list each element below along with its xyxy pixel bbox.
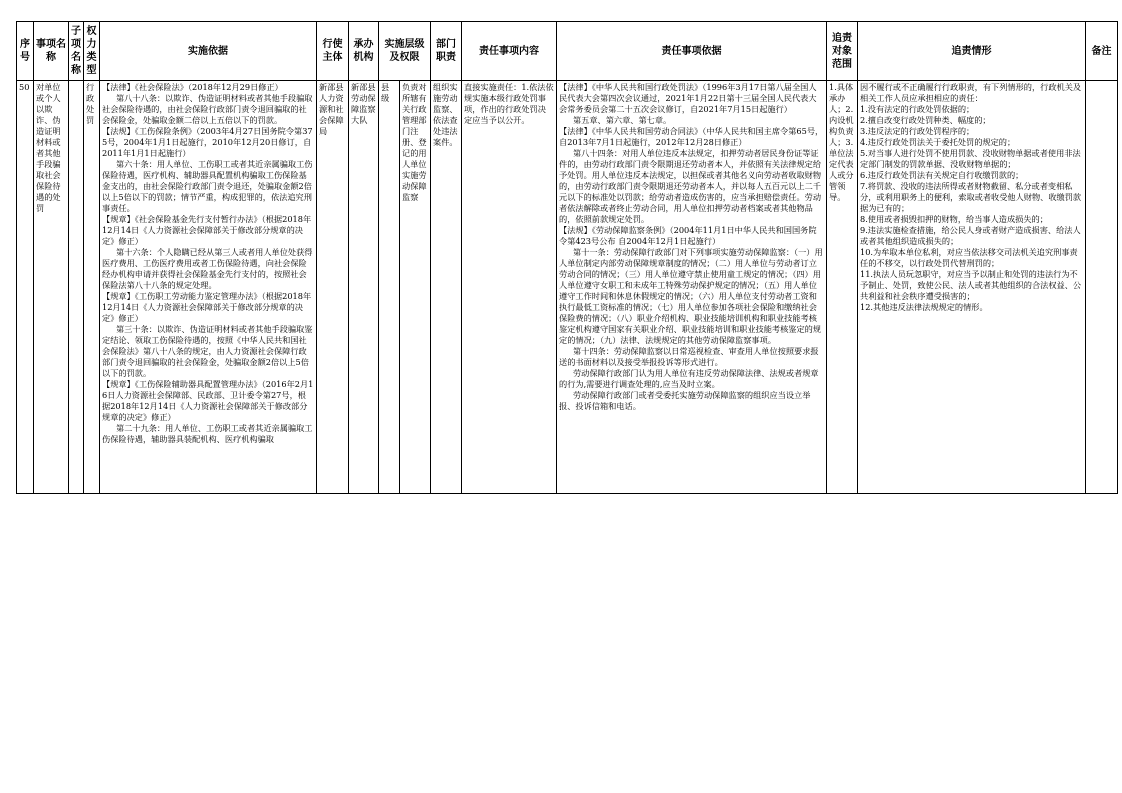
situation-line: 1.没有法定的行政处罚依据的； xyxy=(860,104,975,114)
basis-line: 【规章】《社会保险基金先行支付暂行办法》（根据2018年12月14日《人力资源社会保障部关于修改部分规章的决定》修正） xyxy=(102,214,312,246)
situation-line: 因不履行或不正确履行行政职责，有下列情形的，行政机关及相关工作人员应承担相应的责任： xyxy=(860,82,1082,103)
header-item-name: 事项名称 xyxy=(34,22,69,81)
basis-line: 【法律】《社会保险法》（2018年12月29日修正） xyxy=(102,82,283,92)
header-seq: 序号 xyxy=(17,22,34,81)
resp-basis-line: 第十一条：劳动保障行政部门对下列事项实施劳动保障监察：（一）用人单位制定内部劳动保障规章制度的情况；（二）用人单位与劳动者订立劳动合同的情况；（三）用人单位遵守禁止使用童工规定的情况；（四）用人单位遵守女职工和未成年工特殊劳动保护规定的情况；（五）用人单位遵守工作时间和休息休假规定的情况；（六）用人单位支付劳动者工资和执行最低工资标准的情况；（七）用人单位参加各项社会保险和缴纳社会保险费的情况；（八）职业介绍机构、职业技能培训机构和职业技能考核鉴定机构遵守国家有关职业介绍、职业技能培训和职业技能考核鉴定的规定的情况；（九）法律、法规规定的其他劳动保障监察事项。 xyxy=(559,247,823,345)
cell-seq: 50 xyxy=(17,81,34,494)
resp-basis-line: 第八十四条：对用人单位违反本法规定，扣押劳动者居民身份证等证件的，由劳动行政部门责令限期退还劳动者本人，并依照有关法律规定给予处罚。用人单位违反本法规定，以担保或者其他名义向劳动者收取财物的，由劳动行政部门责令限期退还劳动者本人，并以每人五百元以上二千元以下的标准处以罚款；给劳动者造成伤害的，应当承担赔偿责任。劳动者依法解除或者终止劳动合同，用人单位扣押劳动者档案或者其他物品的，依照前款规定处罚。 xyxy=(559,148,822,224)
header-agency: 承办机构 xyxy=(349,22,379,81)
header-dept-duty: 部门职责 xyxy=(431,22,462,81)
header-sub-item: 子项名称 xyxy=(69,22,84,81)
header-resp-basis: 责任事项依据 xyxy=(557,22,827,81)
situation-line: 5.对当事人进行处罚不使用罚款、没收财物单据或者使用非法定部门制发的罚款单据、没收财物单据的； xyxy=(860,148,1081,169)
situation-line: 6.违反行政处罚法有关规定自行收缴罚款的； xyxy=(860,170,1024,180)
basis-line: 第六十条：用人单位、工伤职工或者其近亲属骗取工伤保险待遇，医疗机构、辅助器具配置机构骗取工伤保险基金支出的，由社会保险行政部门责令退还，处骗取金额2倍以上5倍以下的罚款；情节严重，构成犯罪的，依法追究刑事责任。 xyxy=(102,159,313,213)
resp-basis-line: 【法律】《中华人民共和国行政处罚法》（1996年3月17日第八届全国人民代表大会第四次会议通过，2021年1月22日第十三届全国人民代表大会常务委员会第二十五次会议修订，自2021年7月15日起施行） xyxy=(559,82,817,114)
cell-level-power: 负责对所辖有关行政管理部门注册、登记的用人单位实施劳动保障监察 xyxy=(400,81,431,494)
situation-line: 4.违反行政处罚法关于委托处罚的规定的； xyxy=(860,137,1016,147)
resp-basis-line: 【法律】《中华人民共和国劳动合同法》（中华人民共和国主席令第65号，自2013年7月1日起施行，2012年12月28日修正） xyxy=(559,126,824,147)
situation-line: 11.执法人员玩忽职守，对应当予以制止和处罚的违法行为不予制止、处罚，致使公民、法人或者其他组织的合法权益、公共利益和社会秩序遭受损害的； xyxy=(860,269,1082,301)
cell-sub-item xyxy=(69,81,84,494)
header-basis: 实施依据 xyxy=(100,22,317,81)
cell-level: 县级 xyxy=(379,81,400,494)
cell-scope: 1.具体承办人；2.内设机构负责人；3.单位法定代表人或分管领导。 xyxy=(827,81,858,494)
header-scope: 追责对象范围 xyxy=(827,22,858,81)
header-power-type: 权力类型 xyxy=(84,22,100,81)
basis-line: 第三十条：以欺诈、伪造证明材料或者其他手段骗取鉴定结论、领取工伤保险待遇的，按照《中华人民共和国社会保险法》第八十八条的规定，由人力资源社会保障行政部门责令退回骗取的社会保险金，处骗取金额2倍以上5倍以下的罚款。 xyxy=(102,324,313,378)
situation-line: 3.违反法定的行政处罚程序的； xyxy=(860,126,975,136)
situation-line: 9.违法实施检查措施，给公民人身或者财产造成损害、给法人或者其他组织造成损失的； xyxy=(860,225,1081,246)
resp-basis-line: 【法规】《劳动保障监察条例》（2004年11月1日中华人民共和国国务院令第423号公布 自2004年12月1日起施行） xyxy=(559,225,817,246)
table-row xyxy=(17,81,1118,494)
resp-basis-line: 劳动保障行政部门认为用人单位有违反劳动保障法律、法规或者规章的行为,需要进行调查处理的,应当及时立案。 xyxy=(559,368,819,389)
cell-agency: 新邵县劳动保障监察大队 xyxy=(349,81,379,494)
header-resp-content: 责任事项内容 xyxy=(462,22,557,81)
cell-power-type: 行政处罚 xyxy=(84,81,100,494)
header-situation: 追责情形 xyxy=(858,22,1086,81)
header-row xyxy=(17,22,1118,81)
resp-basis-line: 劳动保障行政部门或者受委托实施劳动保障监察的组织应当设立举报、投诉信箱和电话。 xyxy=(559,390,811,411)
cell-dept-duty: 组织实施劳动监察、依法查处违法案件。 xyxy=(431,81,462,494)
basis-line: 第十六条：个人隐瞒已经从第三人或者用人单位处获得医疗费用、工伤医疗费用或者工伤保险待遇，向社会保险经办机构申请并获得社会保险基金先行支付的，按照社会保险法第八十八条的规定处理。 xyxy=(102,247,313,290)
header-remark: 备注 xyxy=(1086,22,1118,81)
situation-line: 12.其他违反法律法规规定的情形。 xyxy=(860,302,988,312)
cell-subject: 新邵县人力资源和社会保障局 xyxy=(317,81,349,494)
cell-basis xyxy=(100,81,317,494)
header-subject: 行使主体 xyxy=(317,22,349,81)
situation-line: 10.为牟取本单位私利，对应当依法移交司法机关追究刑事责任的不移交，以行政处罚代替刑罚的； xyxy=(860,247,1078,268)
resp-basis-line: 第五章、第六章、第七章。 xyxy=(572,115,672,125)
basis-line: 【规章】《工伤职工劳动能力鉴定管理办法》（根据2018年12月14日《人力资源社会保障部关于修改部分规章的决定》修正） xyxy=(102,291,312,323)
cell-situation xyxy=(858,81,1086,494)
situation-line: 2.擅自改变行政处罚种类、幅度的； xyxy=(860,115,991,125)
basis-line: 第八十八条：以欺诈、伪造证明材料或者其他手段骗取社会保险待遇的，由社会保险行政部门责令退回骗取的社会保险金，处骗取金额二倍以上五倍以下的罚款。 xyxy=(102,93,313,125)
basis-line: 【规章】《工伤保险辅助器具配置管理办法》（2016年2月16日人力资源社会保障部、民政部、卫计委令第27号，根据2018年12月14日《人力资源社会保障部关于修改部分规章的决定》修正） xyxy=(102,379,314,422)
cell-item-name: 对单位或个人以欺诈、伪造证明材料或者其他手段骗取社会保险待遇的处罚 xyxy=(34,81,69,494)
basis-line: 【法规】《工伤保险条例》（2003年4月27日国务院令第375号，2004年1月1日起施行，2010年12月20日修订，自2011年1月1日起施行） xyxy=(102,126,313,158)
responsibility-table xyxy=(16,21,1118,494)
header-level: 实施层级及权限 xyxy=(379,22,431,81)
cell-resp-basis xyxy=(557,81,827,494)
cell-resp-content: 直接实施责任：1.依法依规实施本级行政处罚事项，作出的行政处罚决定应当予以公开。 xyxy=(462,81,557,494)
situation-line: 7.将罚款、没收的违法所得或者财物截留、私分或者变相私分，或利用职务上的便利，索取或者收受他人财物、收缴罚款据为已有的； xyxy=(860,181,1082,213)
situation-line: 8.使用或者损毁扣押的财物，给当事人造成损失的； xyxy=(860,214,1048,224)
resp-basis-line: 第十四条：劳动保障监察以日常巡视检查、审查用人单位按照要求报送的书面材料以及接受举报投诉等形式进行。 xyxy=(559,346,819,367)
cell-remark xyxy=(1086,81,1118,494)
basis-line: 第二十九条：用人单位、工伤职工或者其近亲属骗取工伤保险待遇，辅助器具装配机构、医疗机构骗取 xyxy=(102,423,313,444)
